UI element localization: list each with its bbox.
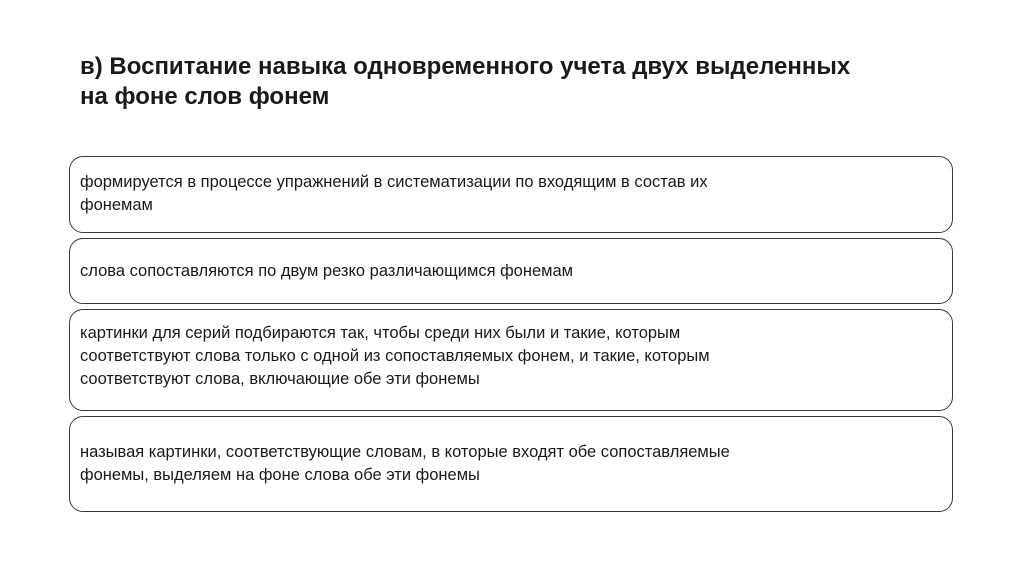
- content-box-3-text: картинки для серий подбираются так, чтобы среди них были и такие, которым соответствуют слова только с одной из сопоставляемых фонем, и такие, которым соответствуют слова, включающие обе эти фонемы: [80, 324, 710, 388]
- content-box-4: [69, 416, 953, 512]
- content-box-1: [69, 156, 953, 233]
- slide-title: в) Воспитание навыка одновременного учета двух выделенных на фоне слов фонем: [80, 53, 851, 110]
- content-box-2-text: слова сопоставляются по двум резко различающимся фонемам: [80, 262, 573, 280]
- content-box-4-text: называя картинки, соответствующие словам, в которые входят обе сопоставляемые фонемы, выделяем на фоне слова обе эти фонемы: [80, 443, 730, 484]
- content-box-1-text: формируется в процессе упражнений в систематизации по входящим в состав их фонемам: [80, 173, 708, 214]
- content-box-2: [69, 238, 953, 304]
- content-box-3: [69, 309, 953, 411]
